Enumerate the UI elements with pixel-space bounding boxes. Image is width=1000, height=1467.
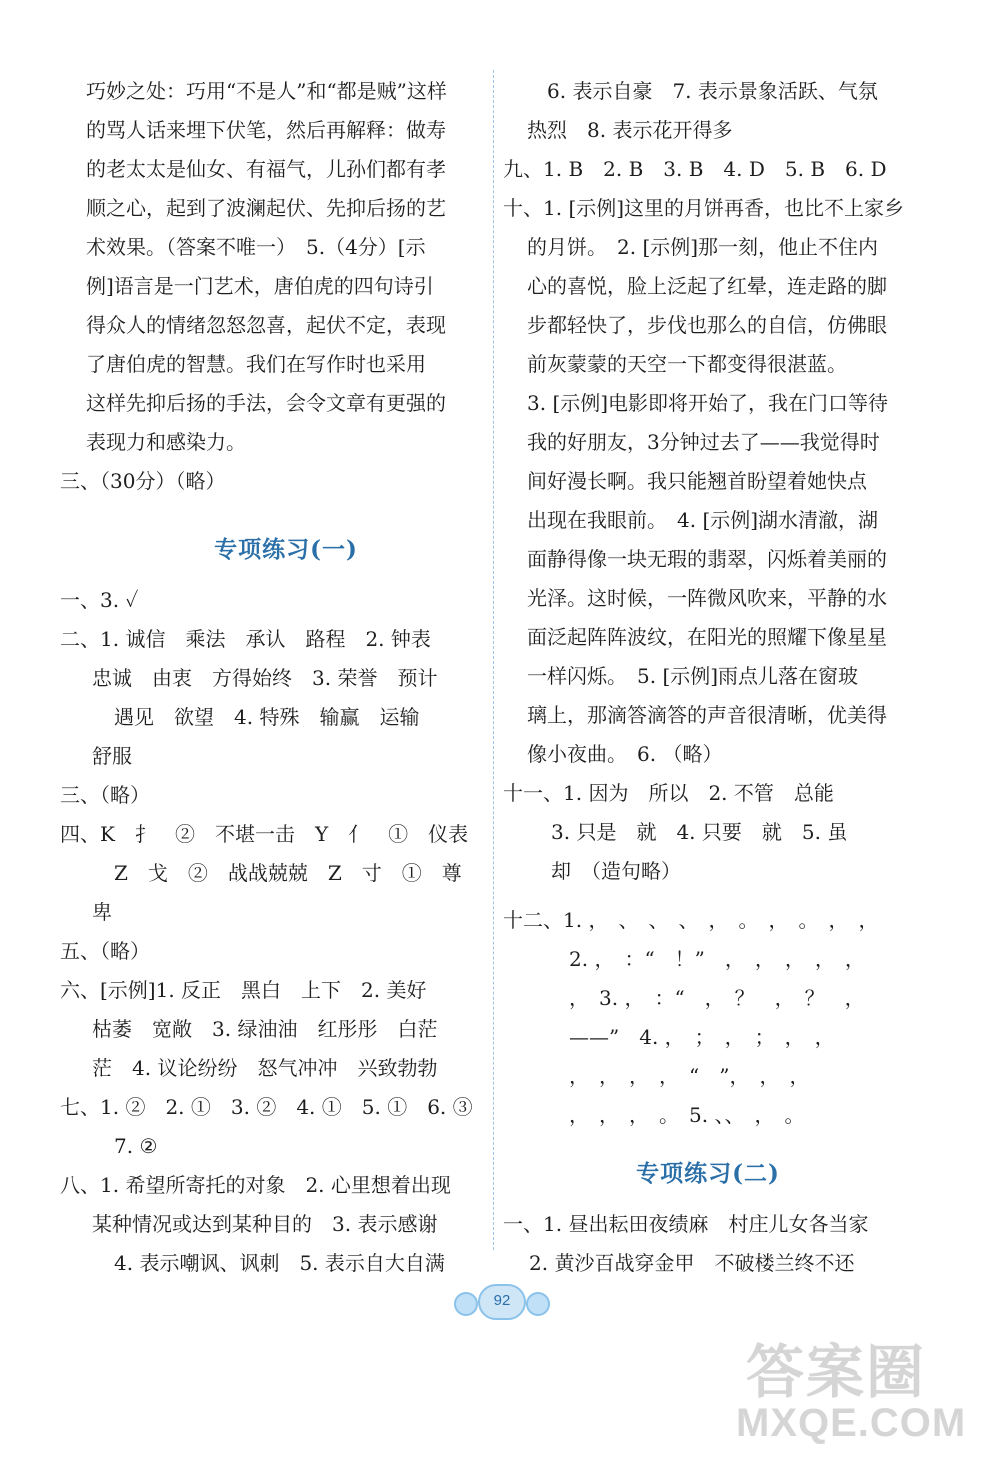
text-line: 忠诚 由衷 方得始终 3. 荣誉 预计	[92, 666, 438, 690]
text-line: 出现在我眼前。 4. [示例]湖水清澈，湖	[527, 508, 879, 532]
text-line: 的老太太是仙女、有福气，儿孙们都有孝	[86, 157, 446, 181]
text-line: 热烈 8. 表示花开得多	[527, 118, 733, 142]
text-line: 一、3. ✓	[60, 588, 139, 612]
text-line: 心的喜悦，脸上泛起了红晕，连走路的脚	[527, 274, 887, 298]
text-line: 枯萎 宽敞 3. 绿油油 红彤彤 白茫	[92, 1017, 438, 1041]
text-line: ， ， ， ， “ ”， ， ，	[569, 1064, 810, 1088]
text-line: 术效果。（答案不唯一） 5.（4分）[示	[86, 235, 426, 259]
text-line: 四、K 扌 ② 不堪一击 Y 亻 ① 仪表	[60, 822, 469, 846]
text-line: 五、（略）	[60, 939, 150, 963]
text-line: 2. 黄沙百战穿金甲 不破楼兰终不还	[529, 1251, 855, 1275]
text-line: 璃上，那滴答滴答的声音很清晰，优美得	[527, 703, 887, 727]
text-line: 舒服	[92, 744, 132, 768]
text-line: 的月饼。 2. [示例]那一刻，他止不住内	[527, 235, 879, 259]
text-line: 这样先抑后扬的手法，会令文章有更强的	[86, 391, 446, 415]
badge-left-circle	[454, 1292, 478, 1316]
text-line: 3. [示例]电影即将开始了，我在门口等待	[527, 391, 889, 415]
text-line: 的骂人话来埋下伏笔，然后再解释：做寿	[86, 118, 446, 142]
text-line: 6. 表示自豪 7. 表示景象活跃、气氛	[547, 79, 878, 103]
text-line: 顺之心，起到了波澜起伏、先抑后扬的艺	[86, 196, 446, 220]
text-line: 例]语言是一门艺术，唐伯虎的四句诗引	[86, 274, 434, 298]
text-line: 巧妙之处：巧用“不是人”和“都是贼”这样	[86, 79, 447, 103]
text-line: 十、1. [示例]这里的月饼再香，也比不上家乡	[503, 196, 905, 220]
text-line: 3. 只是 就 4. 只要 就 5. 虽	[551, 820, 848, 844]
page-number-badge	[452, 1282, 548, 1320]
text-line: Z 戈 ② 战战兢兢 Z 寸 ① 尊	[114, 861, 462, 885]
text-line: 间好漫长啊。我只能翘首盼望着她快点	[527, 469, 867, 493]
text-line: 面泛起阵阵波纹，在阳光的照耀下像星星	[527, 625, 887, 649]
text-line: 表现力和感染力。	[86, 430, 246, 454]
text-line: 了唐伯虎的智慧。我们在写作时也采用	[86, 352, 426, 376]
left-column	[60, 72, 486, 1283]
column-divider	[493, 70, 494, 1250]
text-line: 前灰蒙蒙的天空一下都变得很湛蓝。	[527, 352, 847, 376]
watermark	[716, 1307, 986, 1457]
badge-right-circle	[526, 1292, 550, 1316]
text-line: 像小夜曲。 6. （略）	[527, 742, 723, 766]
text-line: 茫 4. 议论纷纷 怒气冲冲 兴致勃勃	[92, 1056, 438, 1080]
text-line: 遇见 欲望 4. 特殊 输赢 运输	[114, 705, 420, 729]
text-line: ， ， ， 。 5. 、、 ， 。	[569, 1103, 805, 1127]
text-line: 步都轻快了，步伐也那么的自信，仿佛眼	[527, 313, 887, 337]
text-line: 7. ②	[114, 1134, 158, 1158]
text-line: 光泽。这时候，一阵微风吹来，平静的水	[527, 586, 887, 610]
text-line: 2. ， ：“ ！” ， ， ， ， ，	[569, 947, 865, 971]
text-line: 十二、1. ， 、 、 、 ， 。 ， 。 ， ，	[503, 908, 879, 932]
text-line: 某种情况或达到某种目的 3. 表示感谢	[92, 1212, 438, 1236]
text-line: 十一、1. 因为 所以 2. 不管 总能	[503, 781, 834, 805]
text-line: ， 3. ， ：“ ， ？ ， ？ ，	[569, 986, 865, 1010]
text-line: 二、1. 诚信 乘法 承认 路程 2. 钟表	[60, 627, 431, 651]
text-line: 一样闪烁。 5. [示例]雨点儿落在窗玻	[527, 664, 859, 688]
text-line: 三、（略）	[60, 783, 150, 807]
section-heading: 专项练习(二)	[636, 1160, 780, 1187]
text-line: 我的好朋友，3分钟过去了——我觉得时	[527, 430, 880, 454]
text-line: 却 （造句略）	[551, 859, 681, 883]
text-line: 4. 表示嘲讽、讽刺 5. 表示自大自满	[114, 1251, 445, 1275]
text-line: 三、（30分）（略）	[60, 469, 226, 493]
text-line: ——” 4. ， ； ， ； ， ，	[569, 1025, 835, 1049]
page-number: 92	[493, 1292, 511, 1309]
text-line: 八、1. 希望所寄托的对象 2. 心里想着出现	[60, 1173, 451, 1197]
text-line: 面静得像一块无瑕的翡翠，闪烁着美丽的	[527, 547, 887, 571]
watermark-url: MXQE.COM	[736, 1401, 967, 1445]
text-line: 一、1. 昼出耘田夜绩麻 村庄儿女各当家	[503, 1212, 869, 1236]
text-line: 卑	[92, 900, 112, 924]
text-line: 得众人的情绪忽怒忽喜，起伏不定，表现	[86, 313, 446, 337]
section-heading: 专项练习(一)	[214, 536, 358, 563]
text-line: 七、1. ② 2. ① 3. ② 4. ① 5. ① 6. ③	[60, 1095, 473, 1119]
text-line: 九、1. B 2. B 3. B 4. D 5. B 6. D	[503, 157, 887, 181]
text-line: 六、[示例]1. 反正 黑白 上下 2. 美好	[60, 978, 427, 1002]
watermark-logo-text: 答案圈	[746, 1338, 927, 1406]
right-column	[503, 72, 913, 1283]
